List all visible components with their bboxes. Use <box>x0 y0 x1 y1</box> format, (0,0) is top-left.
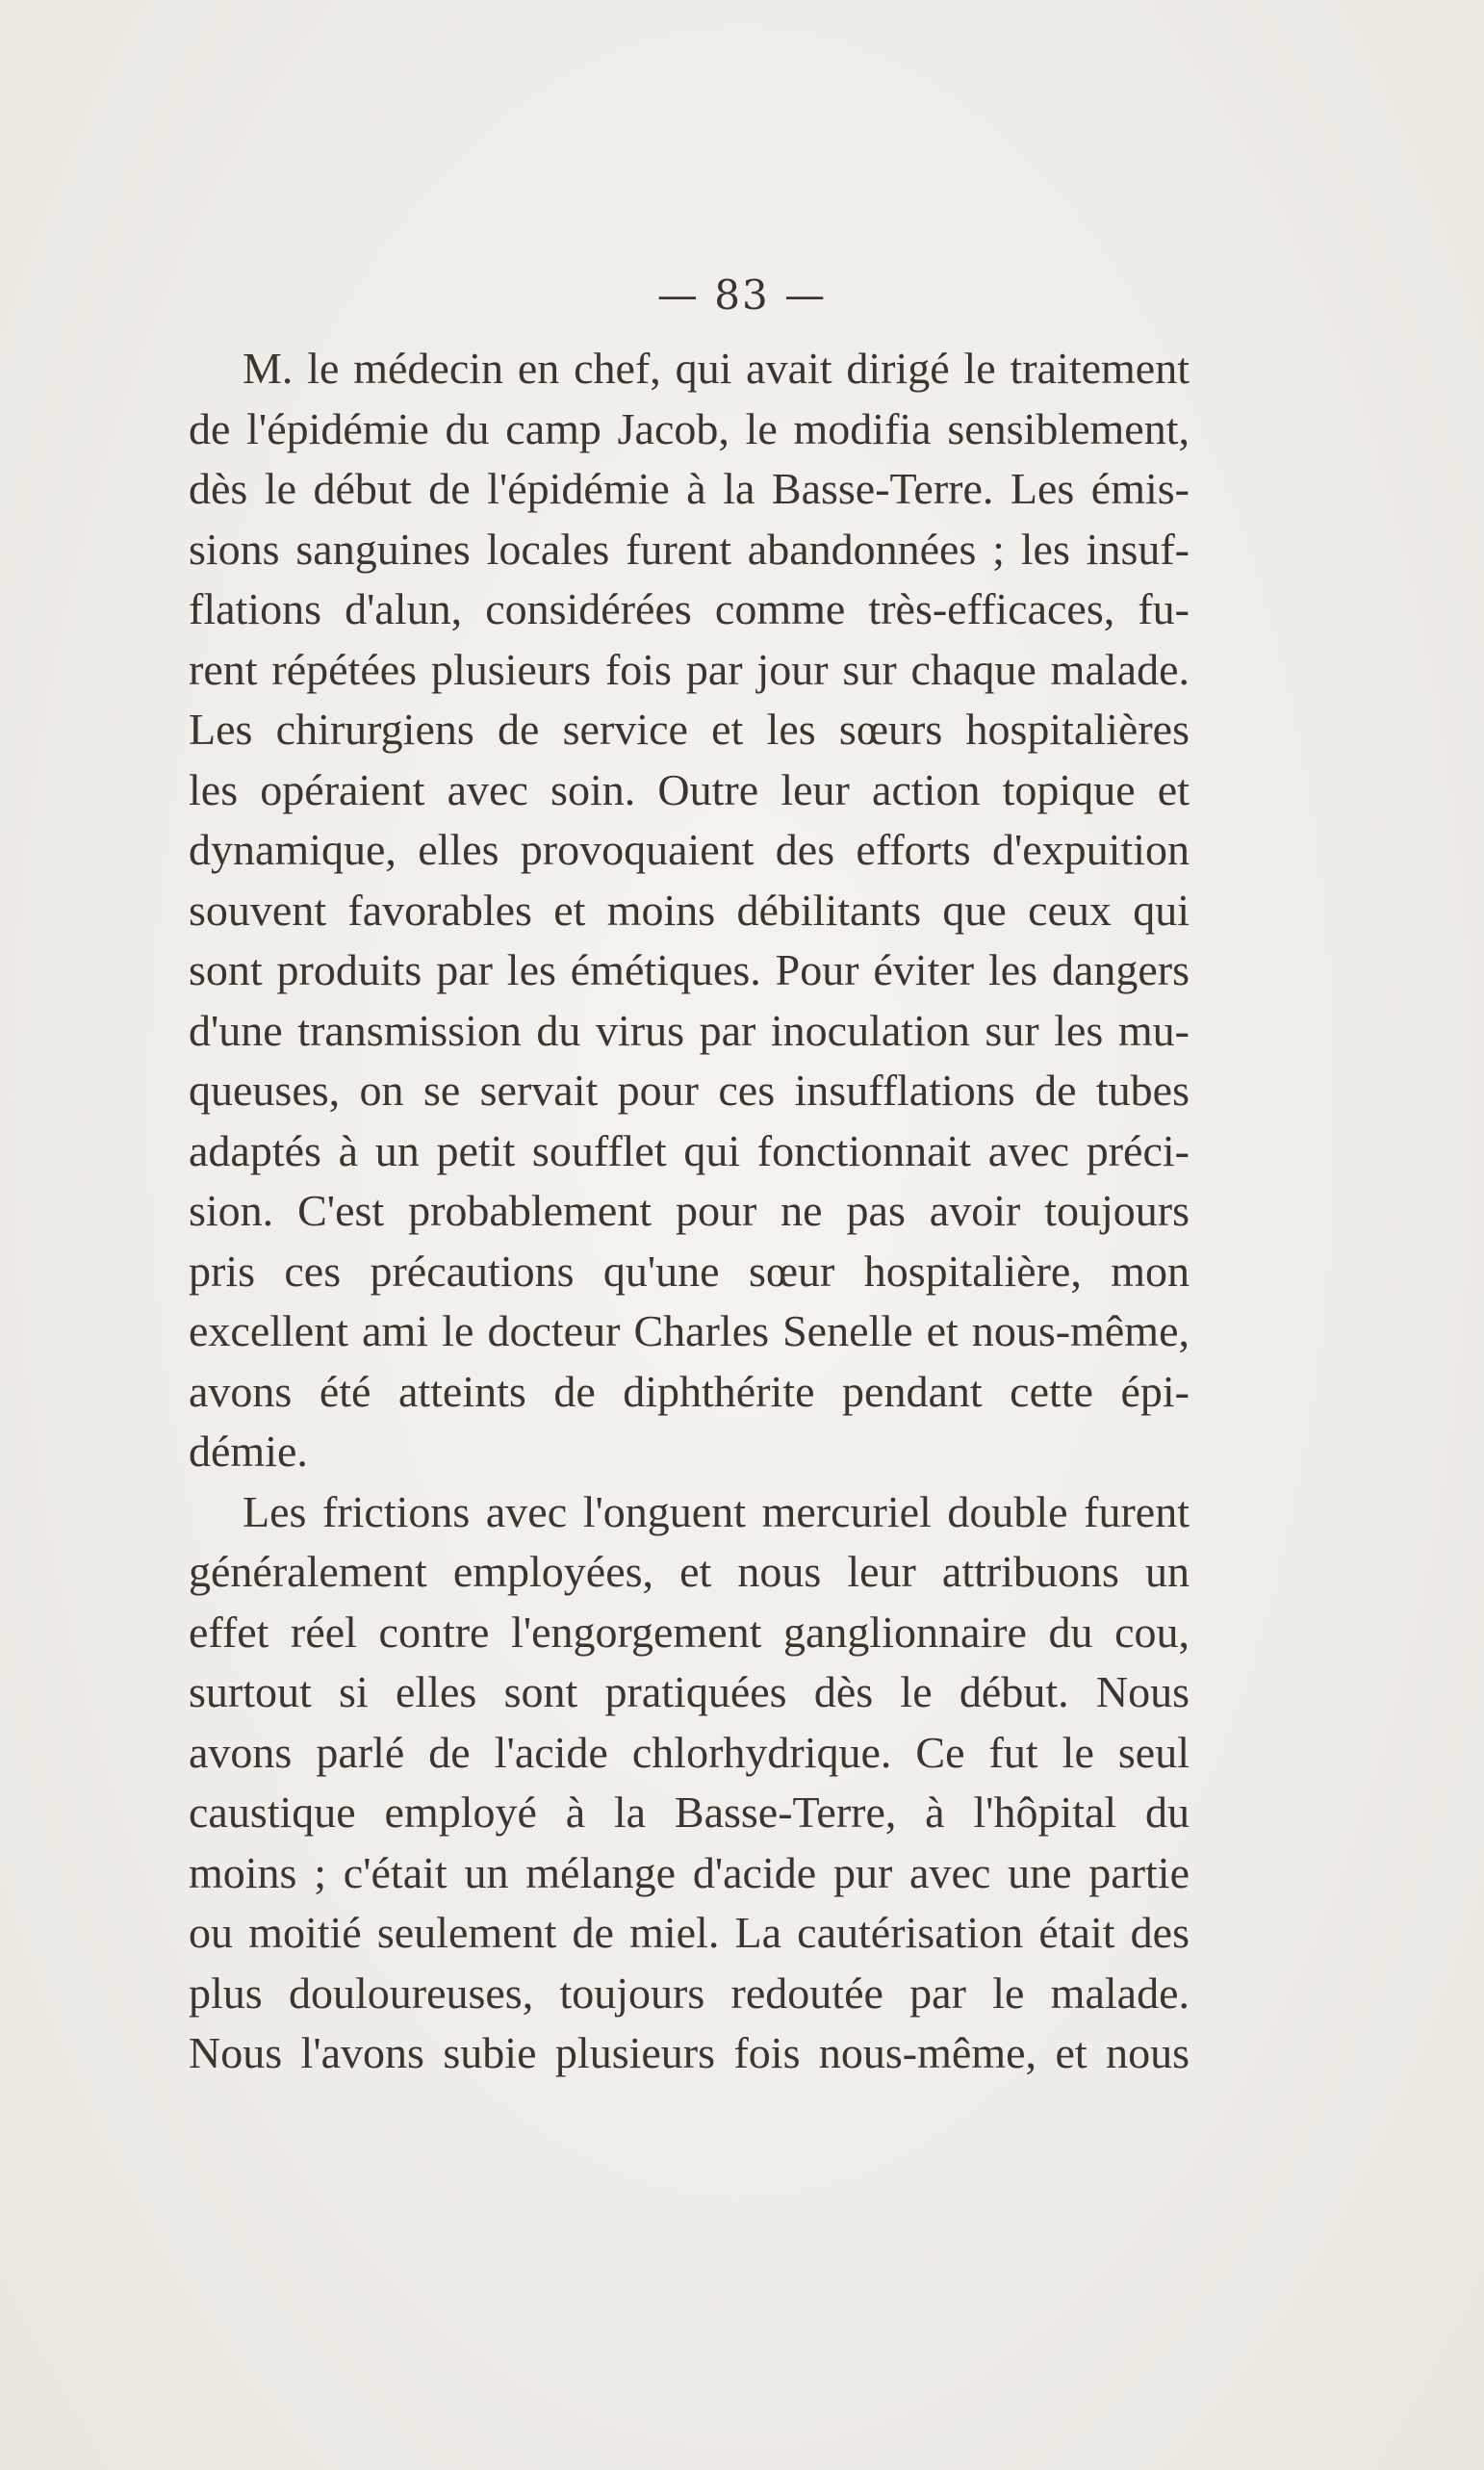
text-line: excellent ami le docteur Charles Senelle et nous-même, <box>189 1306 1190 1355</box>
text-line: sions sanguines locales furent abandonnées ; les insuf- <box>189 524 1190 574</box>
text-line: adaptés à un petit soufflet qui fonctionnait avec préci- <box>189 1125 1190 1175</box>
text-line: sont produits par les émétiques. Pour éviter les dangers <box>189 945 1190 994</box>
paragraph-2 <box>189 1482 1190 2084</box>
text-line: d'une transmission du virus par inoculation sur les mu- <box>189 1005 1190 1055</box>
text-line: dynamique, elles provoquaient des efforts d'expuition <box>189 825 1190 874</box>
text-line: généralement employées, et nous leur attribuons un <box>189 1547 1190 1596</box>
text-line: effet réel contre l'engorgement ganglionnaire du cou, <box>189 1607 1190 1657</box>
text-line: flations d'alun, considérées comme très-efficaces, fu- <box>189 584 1190 633</box>
text-line: sion. C'est probablement pour ne pas avoir toujours <box>189 1186 1190 1235</box>
text-line: démie. <box>189 1427 308 1476</box>
text-line: avons parlé de l'acide chlorhydrique. Ce fut le seul <box>189 1727 1190 1777</box>
text-line: caustique employé à la Basse-Terre, à l'hôpital du <box>189 1788 1190 1837</box>
text-line: rent répétées plusieurs fois par jour sur chaque malade. <box>189 644 1190 694</box>
text-line: souvent favorables et moins débilitants que ceux qui <box>189 885 1190 935</box>
text-line: Les frictions avec l'onguent mercuriel double furent <box>243 1486 1190 1536</box>
text-line: Les chirurgiens de service et les sœurs hospitalières <box>189 705 1190 754</box>
text-line: plus douloureuses, toujours redoutée par le malade. <box>189 1968 1190 2018</box>
text-line: avons été atteints de diphthérite pendant cette épi- <box>189 1366 1190 1416</box>
text-line: ou moitié seulement de miel. La cautérisation était des <box>189 1908 1190 1957</box>
text-line: queuses, on se servait pour ces insufflations de tubes <box>189 1066 1190 1115</box>
text-line: M. le médecin en chef, qui avait dirigé le traitement <box>243 344 1190 393</box>
body-text <box>189 339 1190 2084</box>
text-line: pris ces précautions qu'une sœur hospitalière, mon <box>189 1246 1190 1296</box>
text-line: de l'épidémie du camp Jacob, le modifia sensiblement, <box>189 403 1190 453</box>
text-line: surtout si elles sont pratiquées dès le début. Nous <box>189 1667 1190 1716</box>
page-number: — 83 — <box>656 271 828 319</box>
text-line: moins ; c'était un mélange d'acide pur avec une partie <box>189 1847 1190 1897</box>
text-line: Nous l'avons subie plusieurs fois nous-même, et nous <box>189 2028 1190 2077</box>
text-line: les opéraient avec soin. Outre leur action topique et <box>189 764 1190 814</box>
text-line: dès le début de l'épidémie à la Basse-Terre. Les émis- <box>189 464 1190 513</box>
paragraph-1 <box>189 339 1190 1482</box>
